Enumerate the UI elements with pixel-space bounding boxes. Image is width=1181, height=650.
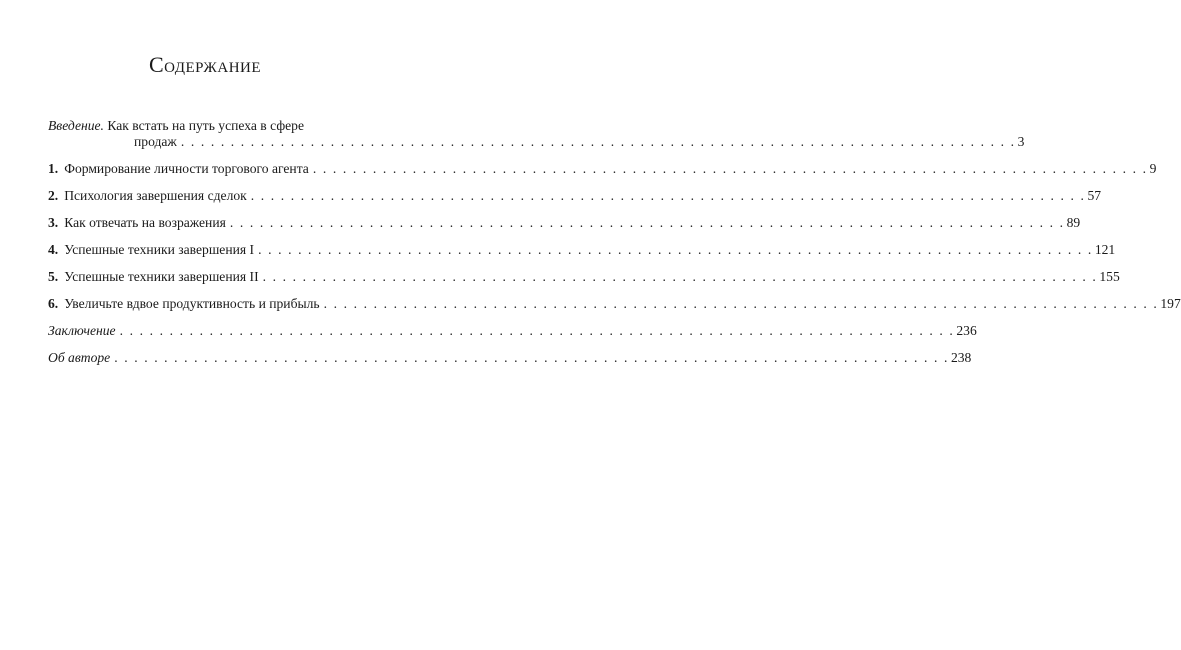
table-of-contents <box>48 118 1181 366</box>
toc-page-number: 155 <box>1099 269 1120 284</box>
toc-entry-title: Как встать на путь успеха в сфере <box>107 118 304 133</box>
leader-dots <box>251 188 1086 204</box>
leader-dots <box>258 242 1093 258</box>
toc-entry-conclusion[interactable] <box>48 323 977 339</box>
toc-chapter-number: 5. <box>48 269 59 284</box>
leader-dots <box>263 269 1098 285</box>
page-title: Содержание <box>148 52 262 77</box>
toc-entry-chapter-4[interactable] <box>48 242 1116 258</box>
toc-entry-title-continued: продаж <box>134 134 177 149</box>
toc-entry-title: Заключение <box>48 323 116 338</box>
toc-entry-title: Как отвечать на возражения <box>64 215 226 230</box>
toc-entry-chapter-1[interactable] <box>48 161 1157 177</box>
toc-entry-lead: Введение. <box>48 118 104 133</box>
toc-entry-title: Психология завершения сделок <box>64 188 247 203</box>
toc-entry-title: Об авторе <box>48 350 111 365</box>
toc-entry-title: Успешные техники завершения II <box>64 269 259 284</box>
toc-page-number: 89 <box>1066 215 1081 230</box>
leader-dots <box>230 215 1065 231</box>
leader-dots <box>181 134 1016 150</box>
toc-chapter-number: 3. <box>48 215 59 230</box>
toc-page-number: 9 <box>1149 161 1157 176</box>
toc-entry-title: Формирование личности торгового агента <box>64 161 309 176</box>
toc-chapter-number: 4. <box>48 242 59 257</box>
toc-chapter-number: 2. <box>48 188 59 203</box>
toc-entry-title: Успешные техники завершения I <box>64 242 255 257</box>
toc-chapter-number: 1. <box>48 161 59 176</box>
toc-entry-chapter-3[interactable] <box>48 215 1081 231</box>
leader-dots <box>120 323 955 339</box>
toc-entry-chapter-2[interactable] <box>48 188 1102 204</box>
toc-page-number: 57 <box>1087 188 1102 203</box>
leader-dots <box>114 350 949 366</box>
toc-entry-title: Увеличьте вдвое продуктивность и прибыль <box>64 296 320 311</box>
toc-entry-chapter-5[interactable] <box>48 269 1120 285</box>
toc-page-number: 197 <box>1160 296 1181 311</box>
toc-entry-about-author[interactable] <box>48 350 972 366</box>
toc-page-number: 238 <box>950 350 972 365</box>
toc-entry-chapter-6[interactable] <box>48 296 1181 312</box>
toc-chapter-number: 6. <box>48 296 59 311</box>
toc-page-number: 3 <box>1017 134 1025 149</box>
toc-page-number: 236 <box>956 323 977 338</box>
toc-entry-introduction[interactable] <box>48 118 1025 150</box>
leader-dots <box>313 161 1148 177</box>
toc-page-number: 121 <box>1094 242 1116 257</box>
leader-dots <box>324 296 1159 312</box>
